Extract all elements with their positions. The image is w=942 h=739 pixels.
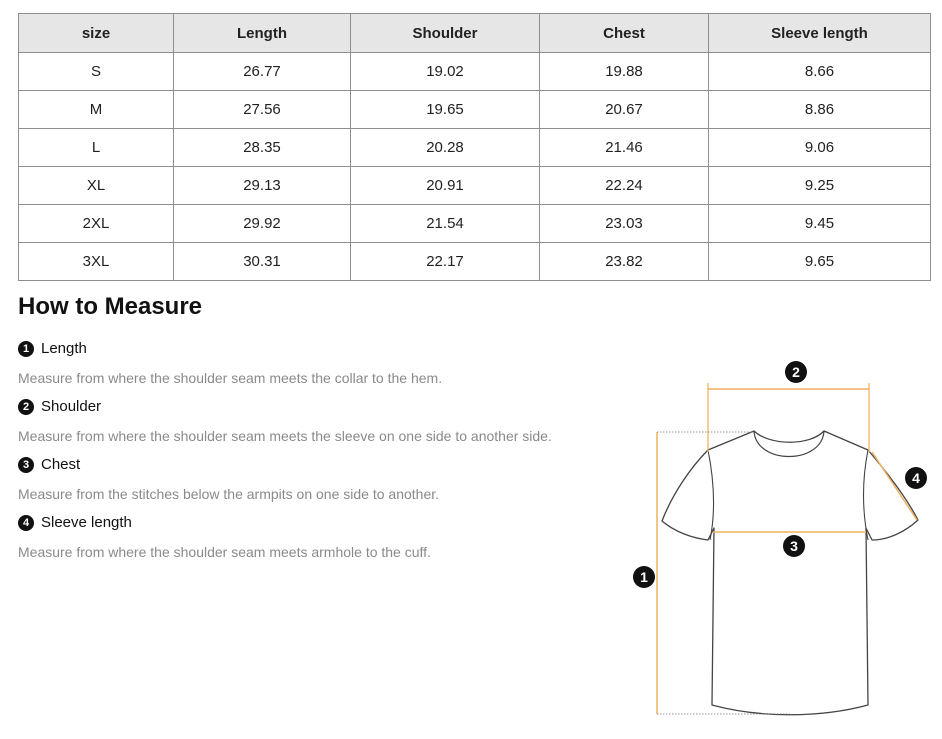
cell-shoulder: 20.28 bbox=[351, 129, 540, 167]
cell-shoulder: 19.02 bbox=[351, 53, 540, 91]
measure-label: Length bbox=[41, 340, 87, 357]
cell-chest: 23.03 bbox=[540, 205, 709, 243]
how-to-measure-title: How to Measure bbox=[18, 293, 203, 320]
measure-description: Measure from where the shoulder seam meets armhole to the cuff. bbox=[18, 544, 431, 560]
cell-chest: 22.24 bbox=[540, 167, 709, 205]
cell-size: M bbox=[19, 91, 174, 129]
cell-sleeve-length: 8.66 bbox=[709, 53, 931, 91]
measure-item-length bbox=[18, 340, 87, 357]
measure-item-sleeve-length bbox=[18, 514, 132, 531]
tshirt-outline-icon bbox=[662, 431, 918, 715]
measure-item-chest bbox=[18, 456, 80, 473]
cell-size: L bbox=[19, 129, 174, 167]
marker-1 bbox=[633, 566, 655, 588]
measure-label: Sleeve length bbox=[41, 514, 132, 531]
measure-description: Measure from where the shoulder seam meets the sleeve on one side to another side. bbox=[18, 428, 552, 444]
cell-shoulder: 22.17 bbox=[351, 243, 540, 281]
cell-size: XL bbox=[19, 167, 174, 205]
marker-3 bbox=[783, 535, 805, 557]
table-row bbox=[19, 129, 931, 167]
cell-sleeve-length: 9.25 bbox=[709, 167, 931, 205]
table-header-row bbox=[19, 14, 931, 53]
cell-size: 2XL bbox=[19, 205, 174, 243]
number-3-badge: 3 bbox=[18, 457, 34, 473]
cell-length: 29.13 bbox=[174, 167, 351, 205]
header-length: Length bbox=[174, 14, 351, 53]
header-shoulder: Shoulder bbox=[351, 14, 540, 53]
measure-label: Shoulder bbox=[41, 398, 102, 415]
measure-description: Measure from the stitches below the armpits on one side to another. bbox=[18, 486, 440, 502]
cell-sleeve-length: 9.06 bbox=[709, 129, 931, 167]
cell-shoulder: 20.91 bbox=[351, 167, 540, 205]
marker-3-label: 3 bbox=[790, 538, 798, 554]
table-row bbox=[19, 205, 931, 243]
marker-4-label: 4 bbox=[912, 470, 920, 486]
cell-shoulder: 19.65 bbox=[351, 91, 540, 129]
measure-label: Chest bbox=[41, 456, 81, 473]
marker-4 bbox=[905, 467, 927, 489]
header-sleeve-length: Sleeve length bbox=[709, 14, 931, 53]
table-row bbox=[19, 53, 931, 91]
cell-chest: 21.46 bbox=[540, 129, 709, 167]
cell-length: 26.77 bbox=[174, 53, 351, 91]
header-size: size bbox=[19, 14, 174, 53]
cell-length: 30.31 bbox=[174, 243, 351, 281]
table-row bbox=[19, 243, 931, 281]
cell-chest: 19.88 bbox=[540, 53, 709, 91]
table-row bbox=[19, 167, 931, 205]
cell-size: 3XL bbox=[19, 243, 174, 281]
number-4-badge: 4 bbox=[18, 515, 34, 531]
cell-sleeve-length: 9.45 bbox=[709, 205, 931, 243]
cell-shoulder: 21.54 bbox=[351, 205, 540, 243]
tshirt-measure-diagram bbox=[620, 355, 935, 725]
size-chart-table bbox=[18, 13, 931, 281]
marker-2-label: 2 bbox=[792, 364, 800, 380]
measure-item-shoulder bbox=[18, 398, 101, 415]
marker-1-label: 1 bbox=[640, 569, 648, 585]
header-chest: Chest bbox=[540, 14, 709, 53]
cell-length: 28.35 bbox=[174, 129, 351, 167]
cell-length: 27.56 bbox=[174, 91, 351, 129]
marker-2 bbox=[785, 361, 807, 383]
cell-chest: 23.82 bbox=[540, 243, 709, 281]
table-row bbox=[19, 91, 931, 129]
number-1-badge: 1 bbox=[18, 341, 34, 357]
cell-length: 29.92 bbox=[174, 205, 351, 243]
measure-description: Measure from where the shoulder seam meets the collar to the hem. bbox=[18, 370, 443, 386]
cell-sleeve-length: 8.86 bbox=[709, 91, 931, 129]
cell-size: S bbox=[19, 53, 174, 91]
number-2-badge: 2 bbox=[18, 399, 34, 415]
cell-sleeve-length: 9.65 bbox=[709, 243, 931, 281]
cell-chest: 20.67 bbox=[540, 91, 709, 129]
